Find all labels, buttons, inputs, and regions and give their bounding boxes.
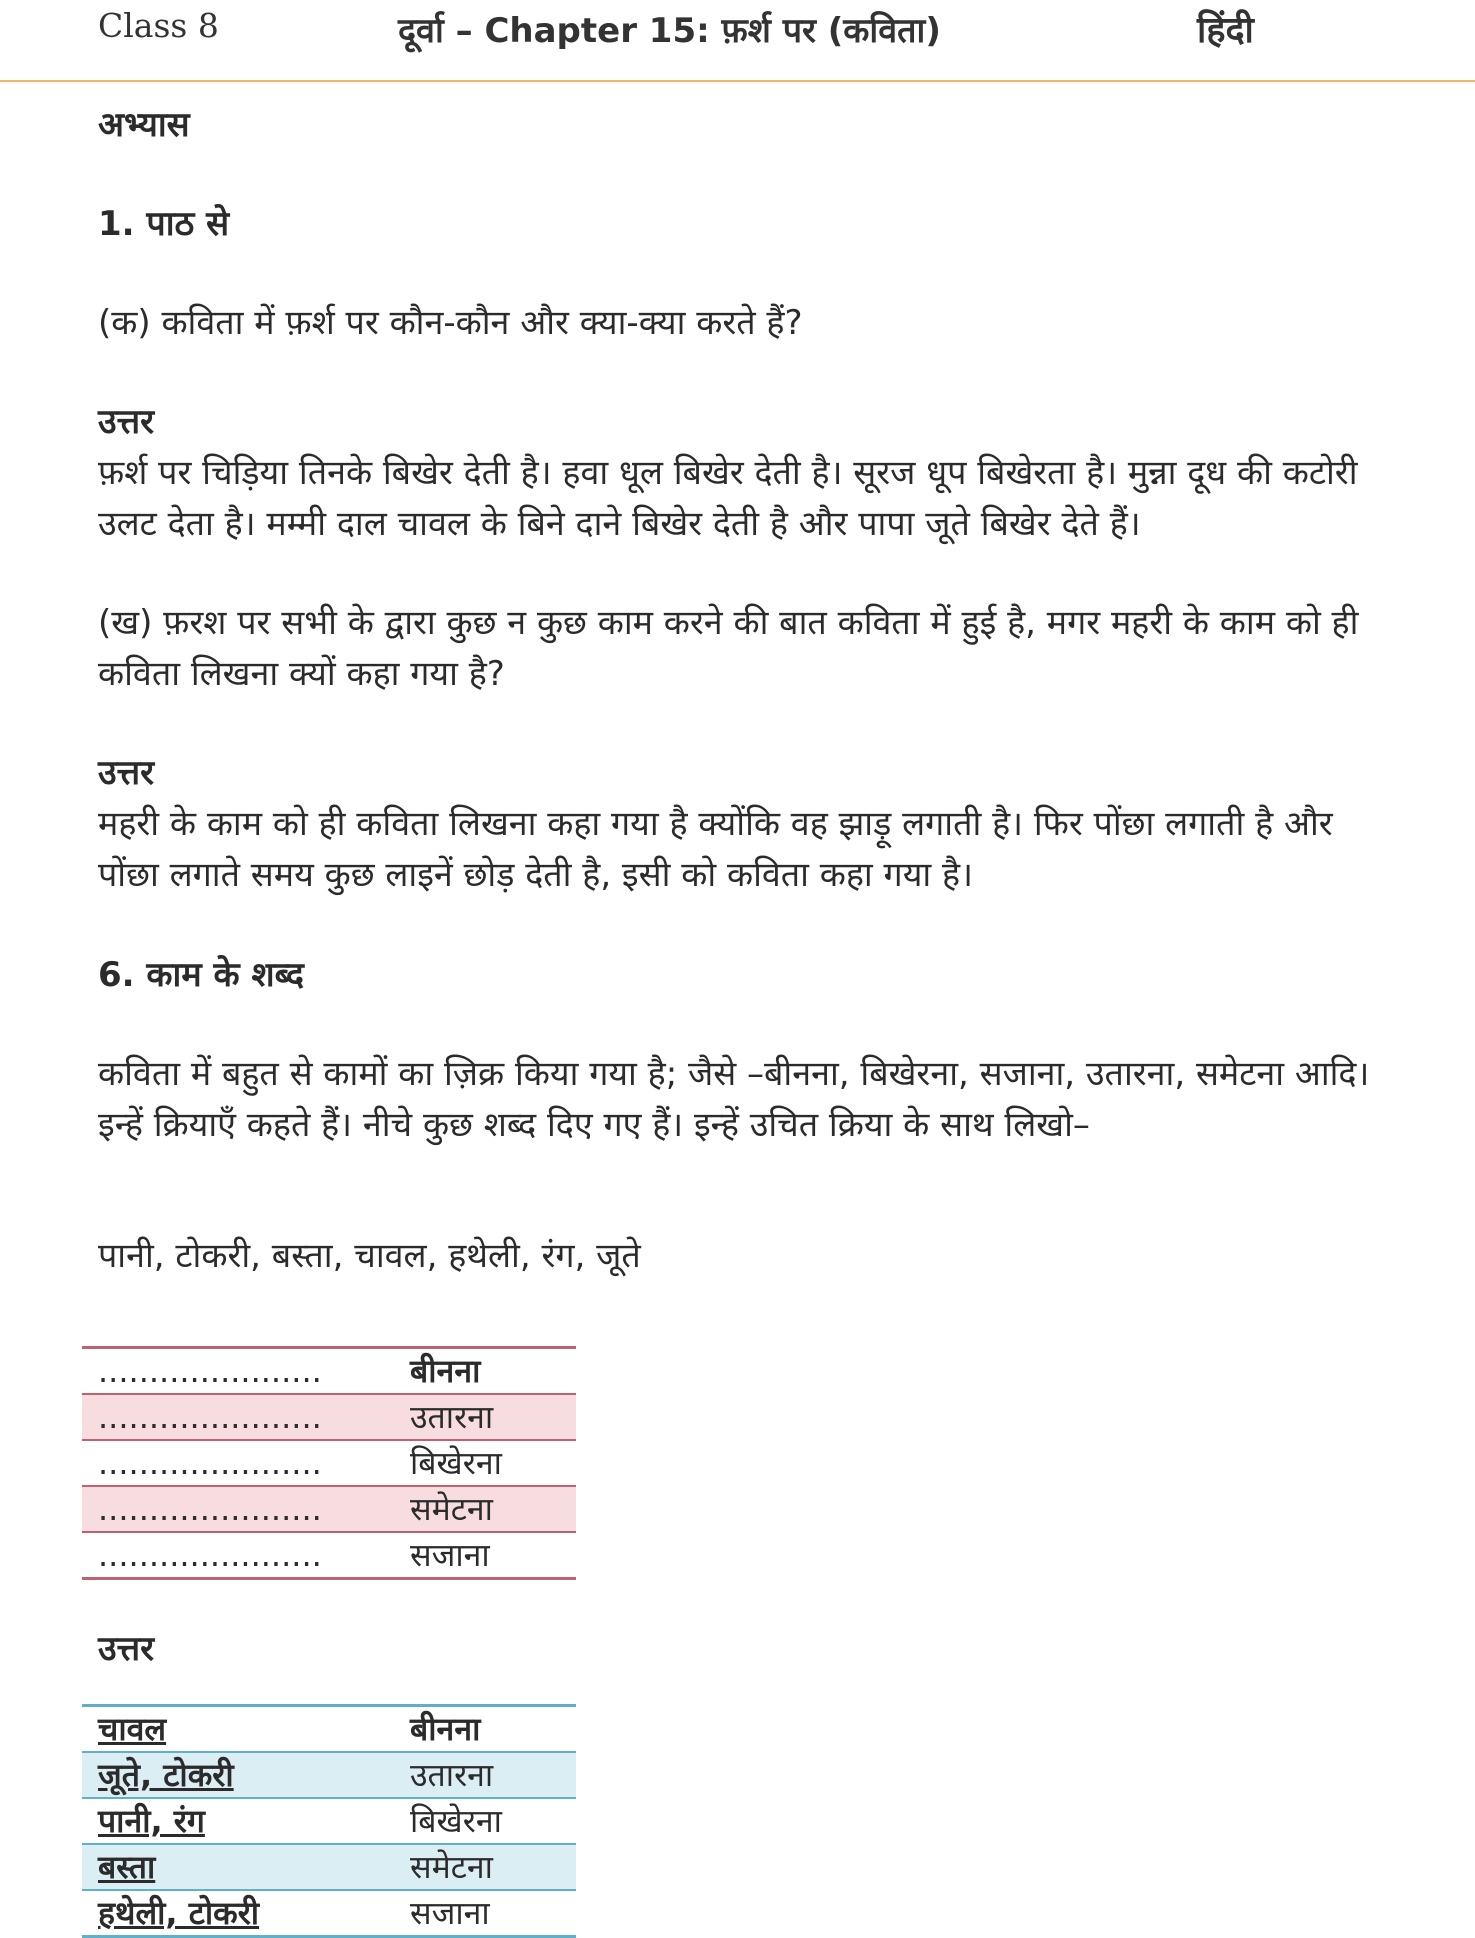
subsection-title-1: 1. पाठ से [98,204,230,244]
class-label: Class 8 [98,6,219,45]
question-6: कविता में बहुत से कामों का ज़िक्र किया गया है; जैसे –बीनना, बिखेरना, सजाना, उतारना, समेटना आदि। इन्हें क्रियाएँ कहते हैं। नीचे कुछ शब्द दिए गए हैं। इन्हें उचित क्रिया के साथ लिखो– [98,1054,1370,1145]
answer-label-1: उत्तर [98,402,155,442]
answer-label-2: उत्तर [98,753,155,793]
verb-cell: सजाना [410,1536,490,1574]
table-row [82,1393,576,1439]
table-row [82,1485,576,1531]
page-content [98,100,1388,1282]
answer-label-3: उत्तर [98,1629,155,1669]
table-row [82,1707,576,1751]
question-kha: (ख) फ़रश पर सभी के द्वारा कुछ न कुछ काम करने की बात कविता में हुई है, मगर महरी के काम को ही कविता लिखना क्यों कहा गया है? [98,603,1359,694]
word-cell: जूते, टोकरी [98,1756,234,1794]
table-row [82,1797,576,1843]
question-ka: (क) कविता में फ़र्श पर कौन-कौन और क्या-क्या करते हैं? [98,303,803,343]
word-cell: हथेली, टोकरी [98,1894,260,1932]
word-cell: चावल [98,1710,167,1748]
table-row [82,1439,576,1485]
word-cell: बस्ता [98,1848,156,1886]
verb-cell: बिखेरना [410,1802,502,1840]
blank-cell: ...................... [98,1490,322,1528]
blank-cell: ...................... [98,1398,322,1436]
verb-cell: समेटना [410,1848,493,1886]
answer-kha: महरी के काम को ही कविता लिखना कहा गया है क्योंकि वह झाड़ू लगाती है। फिर पोंछा लगाती है और पोंछा लगाते समय कुछ लाइनें छोड़ देती है, इसी को कविता कहा गया है। [98,804,1333,895]
verb-cell: बीनना [410,1710,481,1748]
verb-cell: समेटना [410,1490,493,1528]
answer-ka: फ़र्श पर चिड़िया तिनके बिखेर देती है। हवा धूल बिखेर देती है। सूरज धूप बिखेरता है। मुन्ना दूध की कटोरी उलट देता है। मम्मी दाल चावल के बिने दाने बिखेर देती है और पापा जूते बिखेर देते हैं। [98,453,1358,544]
word-cell: पानी, रंग [98,1802,205,1840]
word-list: पानी, टोकरी, बस्ता, चावल, हथेली, रंग, जूते [98,1236,641,1276]
page-header [0,0,1475,82]
verb-cell: बिखेरना [410,1444,502,1482]
section-title: अभ्यास [98,105,190,145]
table-row [82,1751,576,1797]
question-table [82,1346,576,1580]
answer-table [82,1704,576,1938]
table-row [82,1349,576,1393]
subsection-title-6: 6. काम के शब्द [98,955,304,995]
blank-cell: ...................... [98,1536,322,1574]
verb-cell: सजाना [410,1894,490,1932]
chapter-title: दूर्वा – Chapter 15: फ़र्श पर (कविता) [398,11,941,51]
verb-cell: बीनना [410,1352,481,1390]
table-row [82,1889,576,1935]
verb-cell: उतारना [410,1398,494,1436]
table-row [82,1531,576,1577]
verb-cell: उतारना [410,1756,494,1794]
table-row [82,1843,576,1889]
blank-cell: ...................... [98,1352,322,1390]
blank-cell: ...................... [98,1444,322,1482]
subject-label: हिंदी [1197,10,1254,51]
